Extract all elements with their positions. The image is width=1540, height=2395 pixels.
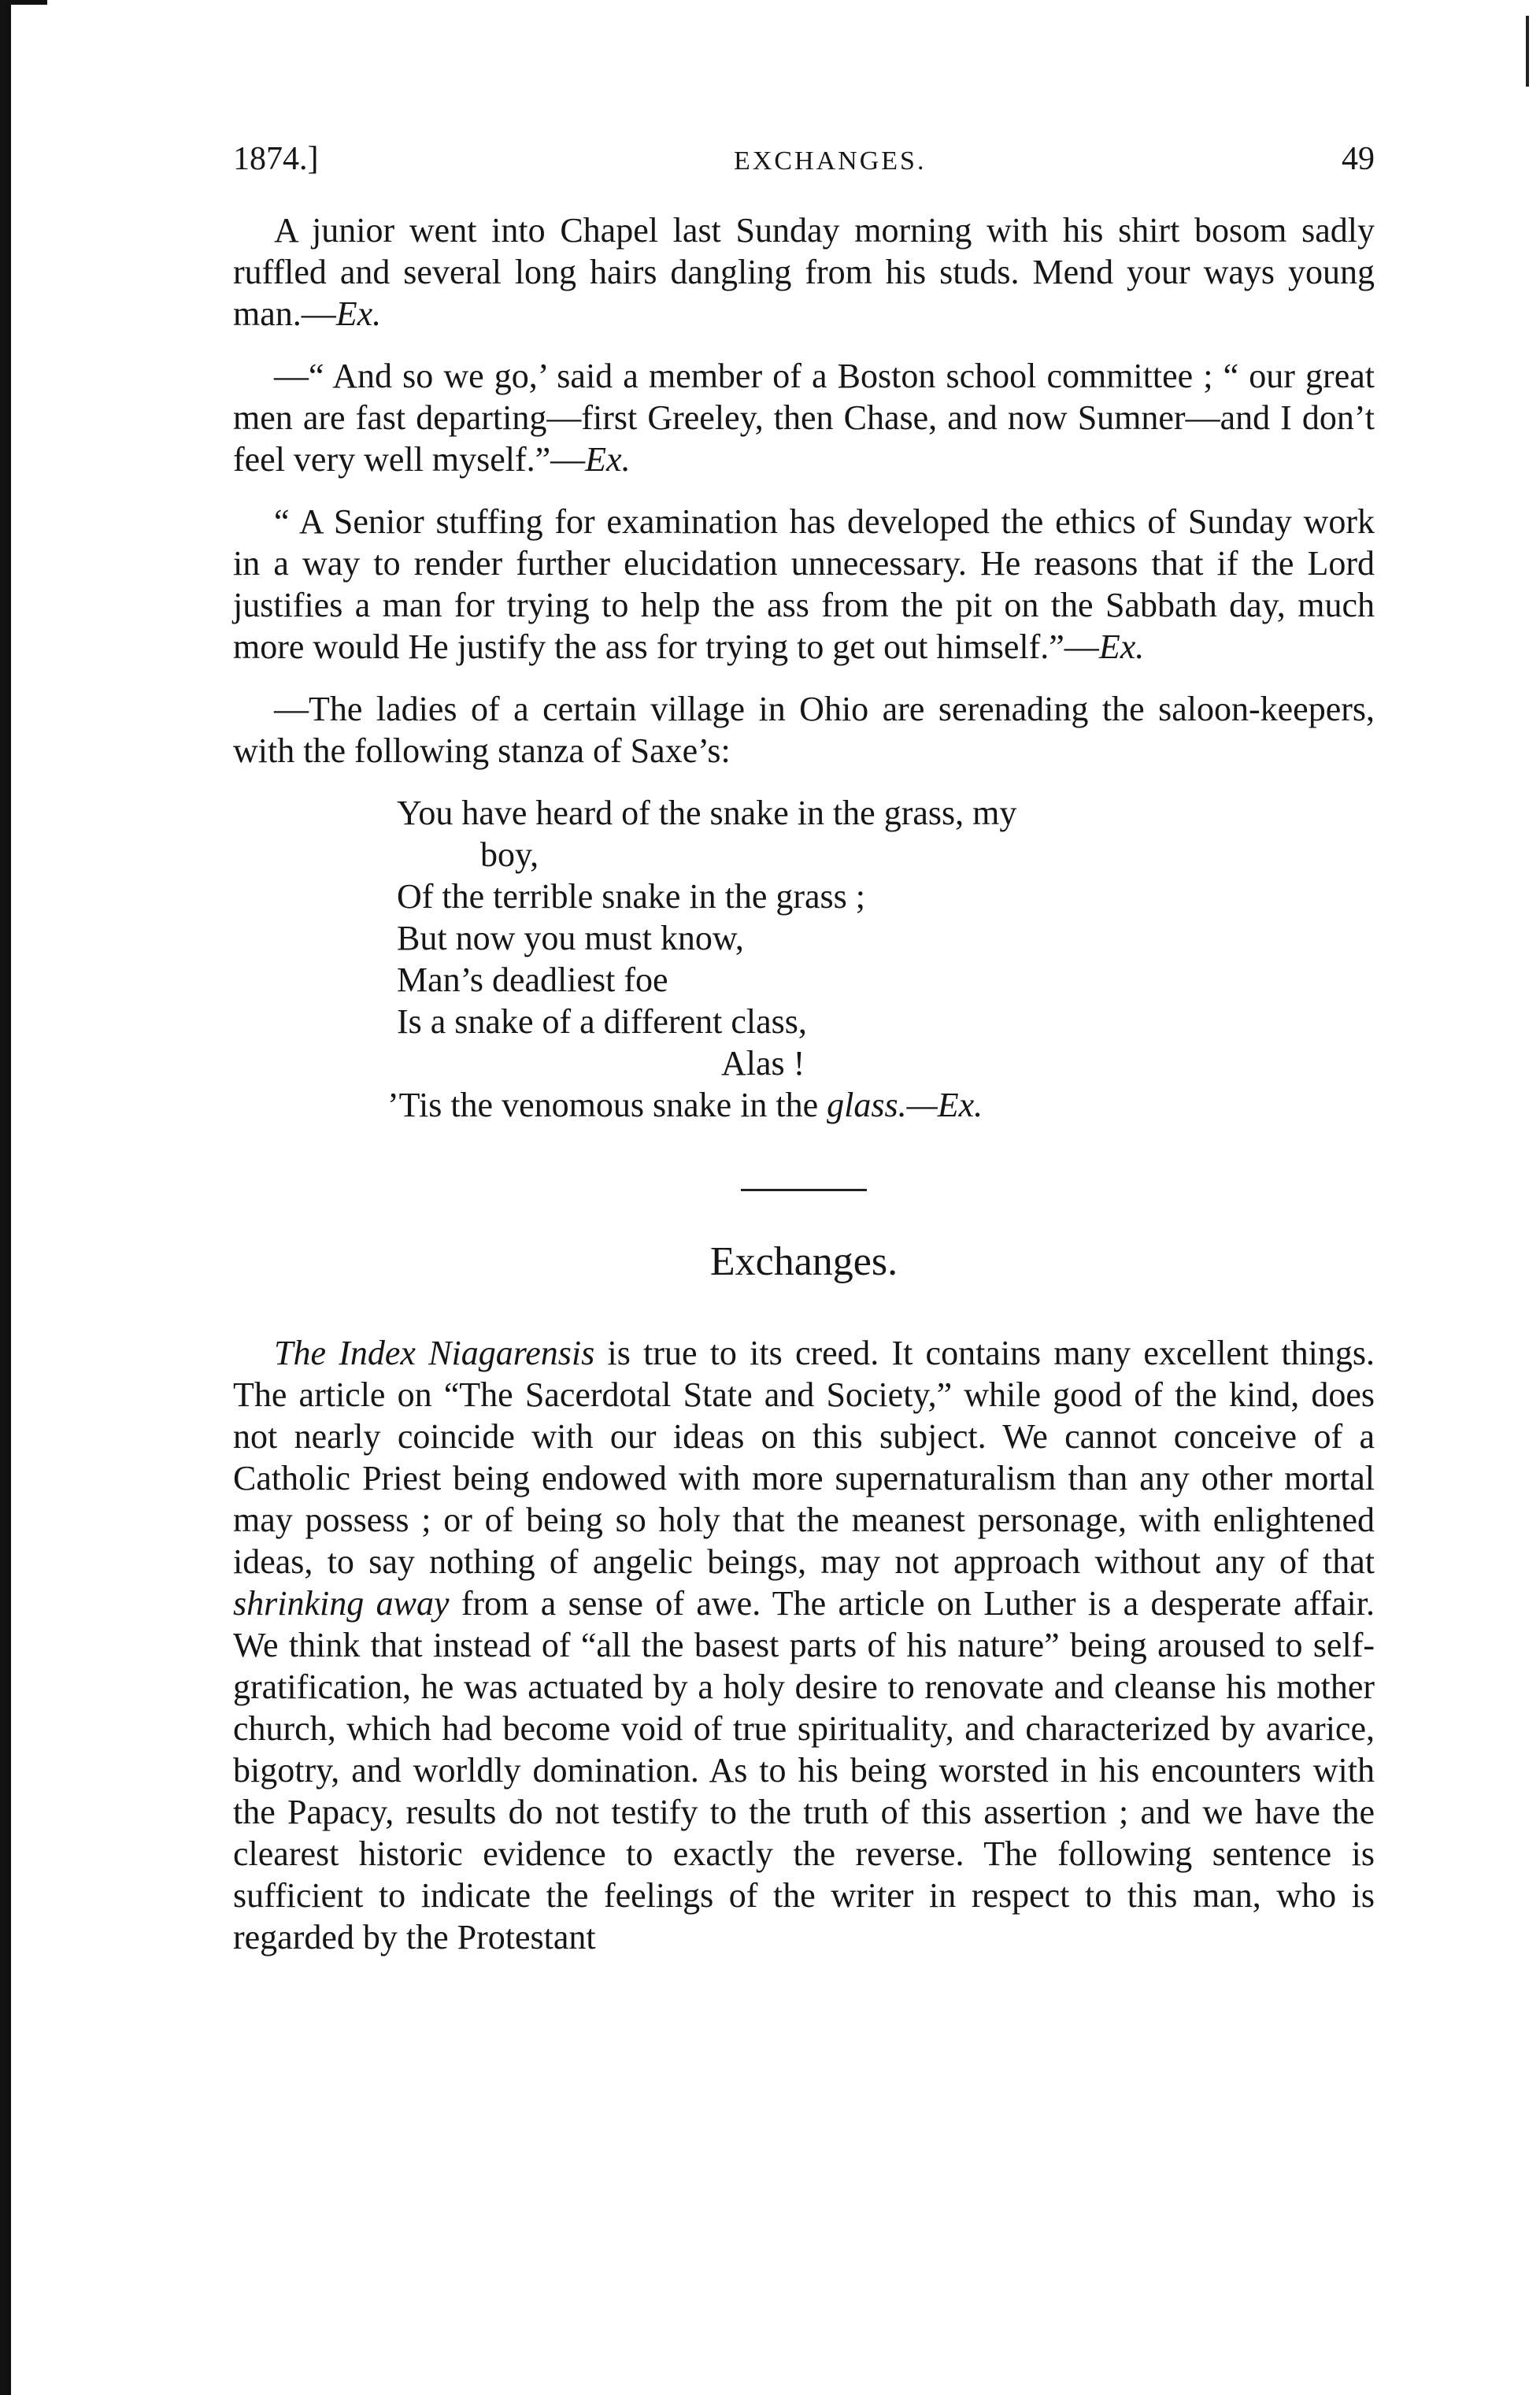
page-content — [233, 140, 1375, 1979]
scan-edge-left — [0, 0, 11, 2395]
exchange-item: “ A Senior stuffing for examination has developed the ethics of Sunday work in a way to render further elucidation unnecessary. He reasons that if the Lord justifies a man for trying to help the ass from the pit on the Sabbath day, much more would He justify the ass for trying to get out himself.”—Ex. — [233, 502, 1375, 666]
poem-line: But now you must know, — [397, 919, 744, 957]
poem-line: Of the terrible snake in the grass ; — [397, 877, 866, 916]
exchange-item: —“ And so we go,’ said a member of a Boston school committee ; “ our great men are fast departing—first Greeley, then Chase, and now Sumner—and I don’t feel very well myself.”—Ex. — [233, 357, 1375, 479]
page-number: 49 — [1342, 141, 1375, 177]
review-paragraph: The Index Niagarensis is true to its creed. It contains many excellent things. The article on “The Sacerdotal State and Society,” while good of the kind, does not nearly coincide with our ideas on this subject. We cannot conceive of a Catholic Priest being endowed with more supernaturalism than any other mortal may possess ; or of being so holy that the meanest personage, with enlightened ideas, to say nothing of angelic beings, may not approach without any of that shrinking away from a sense of awe. The article on Luther is a desperate affair. We think that instead of “all the basest parts of his nature” being aroused to self-gratification, he was actuated by a holy desire to renovate and cleanse his mother church, which had become void of true spirituality, and characterized by avarice, bigotry, and worldly domination. As to his being worsted in his encounters with the Papacy, results do not testify to the truth of this assertion ; and we have the clearest historic evidence to exactly the reverse. The following sentence is sufficient to indicate the feelings of the writer in respect to this man, who is regarded by the Protestant — [233, 1334, 1375, 1956]
poem-line: Alas ! — [721, 1044, 805, 1083]
header-year: 1874.] — [233, 141, 319, 177]
poem-line: boy, — [480, 835, 539, 874]
scan-edge-right — [1526, 16, 1529, 87]
running-header — [233, 140, 1375, 178]
scan-edge-top — [0, 0, 47, 5]
poem-line: Is a snake of a different class, — [397, 1002, 807, 1041]
journal-name: The Index Niagarensis — [274, 1334, 595, 1372]
exchange-item: A junior went into Chapel last Sunday morning with his shirt bosom sadly ruffled and several long hairs dangling from his studs. Mend your ways young man.—Ex. — [233, 211, 1375, 333]
poem-line: You have heard of the snake in the grass, my — [397, 794, 1017, 832]
poem-line: Man’s deadliest foe — [397, 961, 668, 999]
exchange-item: —The ladies of a certain village in Ohio are serenading the saloon-keepers, with the following stanza of Saxe’s: — [233, 690, 1375, 770]
section-divider — [741, 1189, 867, 1191]
poem-stanza — [233, 792, 1375, 1126]
poem-line: ’Tis the venomous snake in the glass.—Ex. — [387, 1086, 983, 1124]
header-title: EXCHANGES. — [734, 146, 927, 176]
section-title: Exchanges. — [709, 1239, 898, 1284]
